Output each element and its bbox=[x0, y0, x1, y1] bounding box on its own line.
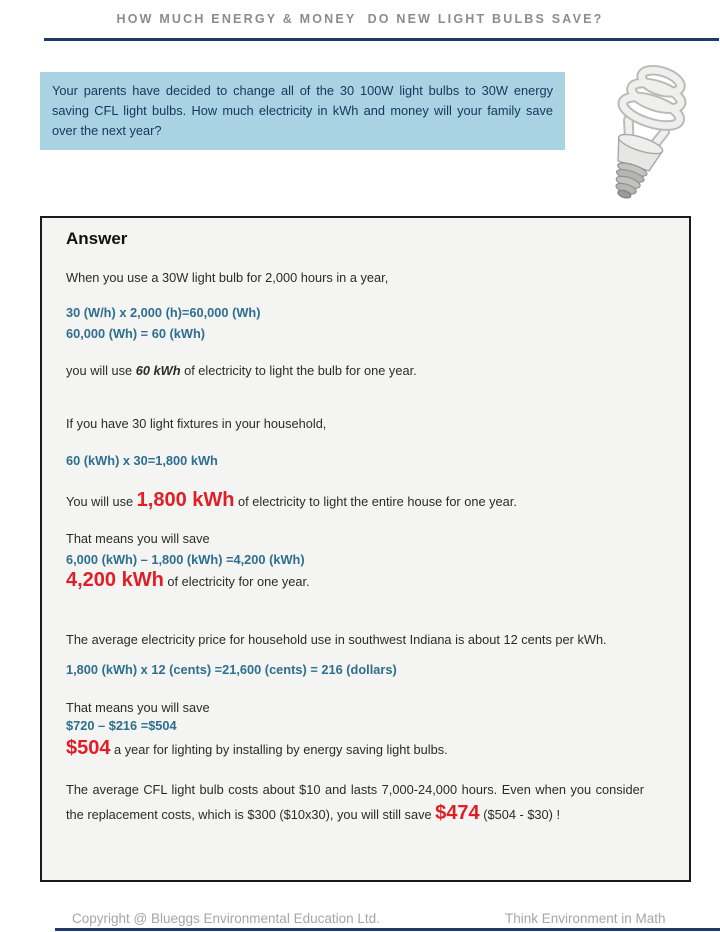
footer-tagline: Think Environment in Math bbox=[505, 911, 666, 926]
save-kwh-value: 4,200 kWh bbox=[66, 569, 164, 591]
cfl-bulb-image bbox=[576, 50, 710, 214]
paragraph-use-bulb bbox=[66, 363, 644, 378]
cfl-cost-value: $474 bbox=[435, 802, 480, 824]
header-divider bbox=[44, 38, 719, 41]
paragraph-price: The average electricity price for household use in southwest Indiana is about 12 cents per kWh. bbox=[66, 632, 607, 647]
formula-save-kwh: 6,000 (kWh) – 1,800 (kWh) =4,200 (kWh) bbox=[66, 552, 305, 567]
page-title: HOW MUCH ENERGY & MONEY DO NEW LIGHT BULBS SAVE? bbox=[116, 12, 604, 26]
use-house-post: of electricity to light the entire house for one year. bbox=[234, 494, 517, 509]
paragraph-save-money-intro: That means you will save bbox=[66, 700, 210, 715]
formula-kilowatt-hours: 60,000 (Wh) = 60 (kWh) bbox=[66, 326, 206, 341]
cfl-cost-pre: The average CFL light bulb costs about $10 and lasts 7,000-24,000 hours. Even when you consider the replacement costs, which is $300 ($10x30), you will still save bbox=[66, 782, 644, 822]
save-money-value: $504 bbox=[66, 737, 111, 759]
use-bulb-value: 60 kWh bbox=[135, 363, 181, 378]
paragraph-cfl-cost bbox=[66, 777, 644, 827]
paragraph-save-money bbox=[66, 738, 644, 762]
paragraph-save-kwh-intro: That means you will save bbox=[66, 531, 210, 546]
answer-heading: Answer bbox=[66, 229, 128, 248]
formula-save-money: $720 – $216 =$504 bbox=[66, 718, 177, 733]
footer-copyright: Copyright @ Blueggs Environmental Education Ltd. bbox=[72, 911, 380, 926]
save-kwh-post: of electricity for one year. bbox=[163, 574, 310, 589]
paragraph-save-kwh bbox=[66, 570, 644, 594]
use-house-value: 1,800 kWh bbox=[136, 489, 235, 511]
use-bulb-pre: you will use bbox=[66, 363, 136, 378]
answer-box bbox=[40, 216, 691, 882]
use-bulb-post: of electricity to light the bulb for one year. bbox=[180, 363, 417, 378]
formula-watt-hours: 30 (W/h) x 2,000 (h)=60,000 (Wh) bbox=[66, 305, 261, 320]
paragraph-use-house bbox=[66, 490, 644, 514]
question-box: Your parents have decided to change all of the 30 100W light bulbs to 30W energy saving CFL light bulbs. How much electricity in kWh and money will your family save over the next year? bbox=[40, 72, 565, 150]
footer-divider bbox=[55, 928, 720, 931]
paragraph-fixtures: If you have 30 light fixtures in your household, bbox=[66, 416, 327, 431]
cfl-bulb-icon bbox=[576, 50, 710, 214]
paragraph-when: When you use a 30W light bulb for 2,000 hours in a year, bbox=[66, 270, 389, 285]
save-money-post: a year for lighting by installing by energy saving light bulbs. bbox=[110, 742, 448, 757]
use-house-pre: You will use bbox=[66, 494, 137, 509]
formula-cost: 1,800 (kWh) x 12 (cents) =21,600 (cents) = 216 (dollars) bbox=[66, 662, 397, 677]
formula-house: 60 (kWh) x 30=1,800 kWh bbox=[66, 453, 218, 468]
cfl-cost-post: ($504 - $30) ! bbox=[479, 807, 561, 822]
